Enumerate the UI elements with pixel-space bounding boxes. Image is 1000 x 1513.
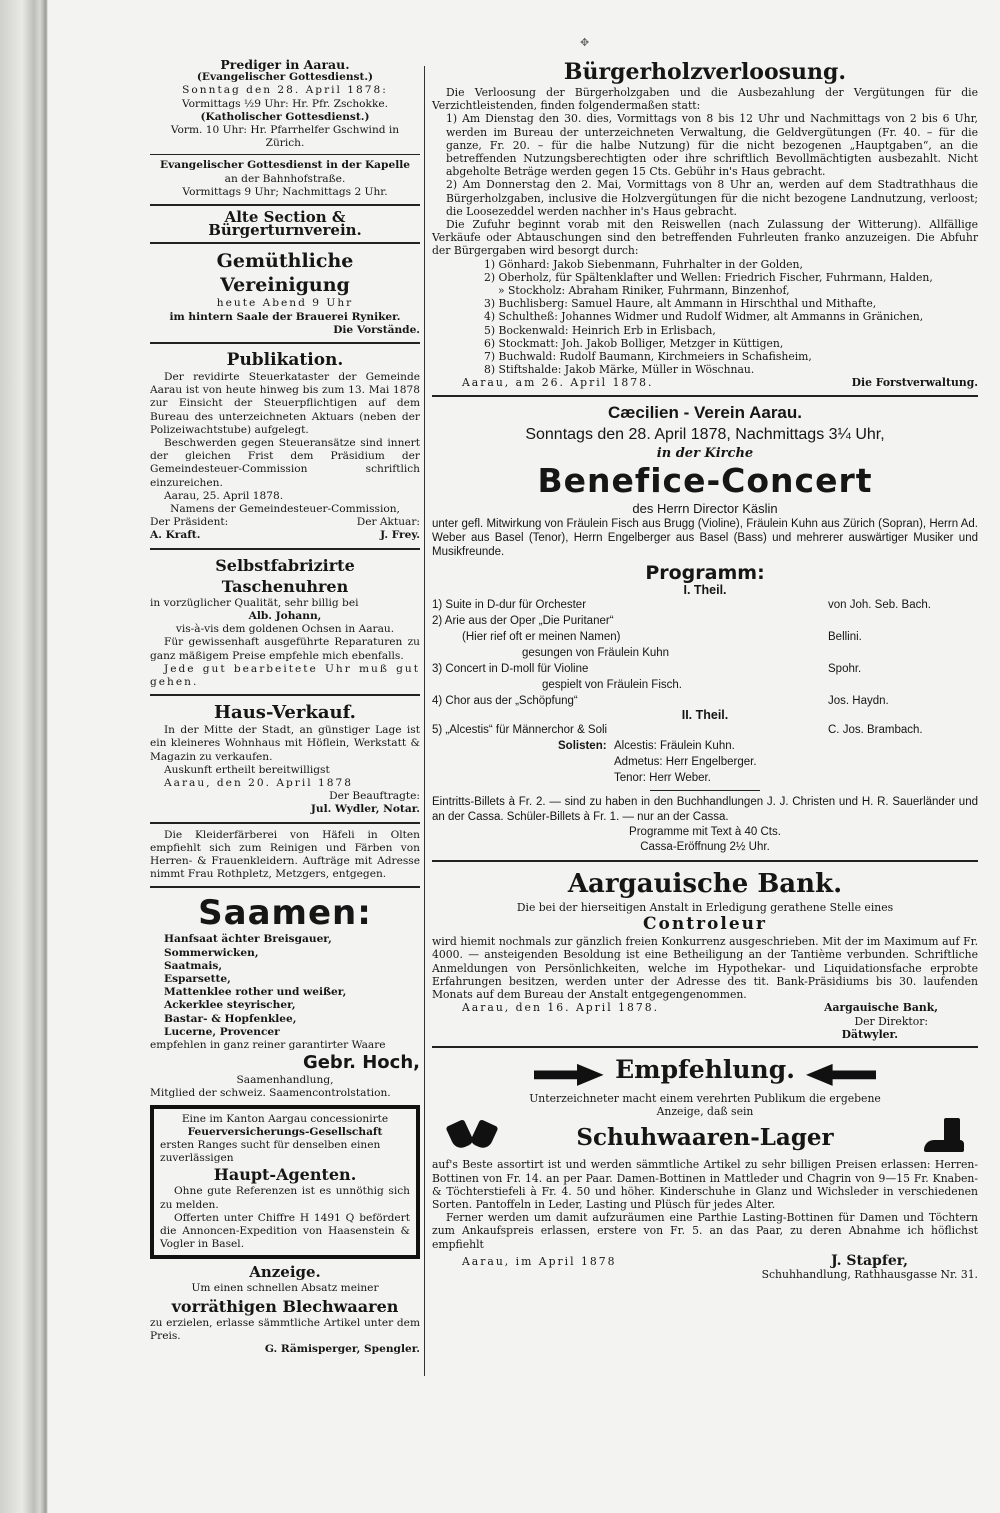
hausverkauf-beauf: Der Beauftragte:	[329, 790, 420, 803]
prediger-title: Prediger in Aarau.	[220, 57, 350, 72]
publikation-p1: Der revidirte Steuerkataster der Gemeinde Aarau ist von heute hinweg bis zum 13. Mai 1878 zur Einsicht der Steuerpflichtigen auf dem Bureau des unterzeichneten Aktuars (neben der Polizeiwachtstube) aufgelegt.	[150, 371, 420, 436]
hausverkauf-ad	[150, 701, 420, 816]
list-item: 5) Bockenwald: Heinrich Erb in Erlisbach,	[484, 323, 716, 337]
buergerholz-intro: Die Verloosung der Bürgerholzgaben und die Ausbezahlung der Vergütungen für die Verzichtleistenden, finden folgendermaßen statt:	[432, 86, 978, 113]
publikation-p2: Beschwerden gegen Steueransätze sind innert der gleichen Frist dem Präsidium der Gemeindesteuer-Commission schriftlich einzureichen.	[150, 437, 420, 489]
anzeige-big: vorräthigen Blechwaaren	[171, 1296, 399, 1316]
list-item: 7) Buchwald: Rudolf Baumann, Kirchmeiers in Schafisheim,	[484, 350, 812, 364]
saamen-item: Mattenklee rother und weißer,	[164, 986, 347, 999]
turnverein-title: Alte Section & Bürgerturnverein.	[208, 208, 362, 240]
programm-theil2	[432, 722, 978, 786]
saamen-l3: Mitglied der schweiz. Saamencontrolstation.	[150, 1087, 391, 1100]
anzeige-l2: zu erzielen, erlasse sämmtliche Artikel unter dem Preis.	[150, 1316, 420, 1342]
list-item: 8) Stiftshalde: Jakob Märke, Müller in Wöschnau.	[484, 363, 755, 377]
agenten-l1: Eine im Kanton Aargau concessionirte	[181, 1112, 389, 1125]
buergerholz-title: Bürgerholzverloosung.	[563, 59, 847, 85]
saamen-item: Saatmais,	[164, 959, 223, 972]
empfehlung-title: Empfehlung.	[615, 1054, 795, 1084]
saamen-ad	[150, 893, 420, 1100]
saamen-item: Ackerklee steyrischer,	[164, 999, 296, 1012]
solisten-label: Solisten:	[558, 740, 607, 753]
hausverkauf-p2: Auskunft ertheilt bereitwilligst	[164, 763, 330, 776]
concert-verein: Cæcilien - Verein Aarau.	[608, 402, 802, 422]
empfehlung-header	[432, 1053, 978, 1092]
program-composer: Jos. Haydn.	[828, 694, 889, 707]
empfehlung-p1: auf's Beste assortirt ist und werden sämmtliche Artikel zu sehr billigen Preisen erlassen: Herren-Bottinen von Fr. 14. an per Paar. Damen-Bottinen in Mattleder und Chagrin von 9—15 Fr. Knaben- & Töchterstiefeli à Fr. 4. 50 und höher. Kinderschuhe in Glanz und Wichsleder in verschiedenen Sorten. Pantoffeln in Leder, Lasting und Plüsch für jedes Alter.	[432, 1158, 978, 1211]
page-binding-edge	[0, 0, 48, 1513]
praesident-label: Der Präsident:	[150, 516, 229, 529]
concert-mit: unter gefl. Mitwirkung von Fräulein Fisch aus Brugg (Violine), Fräulein Kuhn aus Zürich (Sopran), Herrn Ad. Weber aus Basel (Tenor), Herrn Engelberger aus Basel (Bass) und mehrerer auswärtiger Musiker und Musikfreunde.	[432, 517, 978, 558]
anzeige-title: Anzeige.	[249, 1263, 321, 1282]
buergerholz-p3: Die Zufuhr beginnt vorab mit den Reiswellen (nach Zulassung der Witterung). Allfällige Verkäufe oder Abtauschungen sind den betreffenden Fuhrleuten franko anzuzeigen. Die Abfuhr der Bürgergaben wird besorgt durch:	[432, 218, 978, 258]
program-row	[432, 613, 978, 629]
vereinigung-line2: im hintern Saale der Brauerei Ryniker.	[169, 310, 401, 323]
concert-programm: Programm:	[645, 561, 765, 584]
left-column	[150, 58, 420, 1356]
program-composer: Spohr.	[828, 662, 862, 675]
saamen-list	[150, 933, 420, 1039]
vereinigung-notice	[150, 249, 420, 337]
faerberei-text: Die Kleiderfärberei von Häfeli in Olten empfiehlt sich zum Reinigen und Färben von Herren- & Frauenkleidern. Aufträge mit Adresse nimmt Frau Rothpletz, Metzgers, entgegen.	[150, 828, 420, 881]
bank-sign2: Der Direktor:	[854, 1014, 928, 1028]
program-row	[432, 693, 978, 709]
saamen-firm: Gebr. Hoch,	[302, 1052, 420, 1074]
saamen-item: Esparsette,	[164, 972, 231, 985]
page-mark: ✥	[580, 36, 590, 49]
publikation-namens: Namens der Gemeindesteuer-Commission,	[170, 503, 400, 516]
right-column	[432, 58, 978, 1281]
concert-when: Sonntags den 28. April 1878, Nachmittags 3¼ Uhr,	[525, 425, 885, 443]
aktuar-label: Der Aktuar:	[356, 516, 420, 529]
praesident-name: A. Kraft.	[150, 529, 201, 542]
uhren-l2: vis-à-vis dem goldenen Ochsen in Aarau.	[175, 623, 395, 636]
lager-row	[432, 1118, 978, 1158]
pointing-hand-icon	[806, 1064, 876, 1086]
list-item: 1) Gönhard: Jakob Siebenmann, Fuhrhalter in der Golden,	[484, 257, 803, 271]
program-row	[432, 722, 978, 738]
kath-head: (Katholischer Gottesdienst.)	[200, 110, 370, 123]
empfehlung-date: Aarau, im April 1878	[462, 1254, 617, 1268]
concert-des: des Herrn Director Käslin	[632, 500, 778, 516]
uhren-l4: Jede gut bearbeitete Uhr muß gut gehen.	[150, 662, 420, 688]
list-item: 3) Buchlisberg: Samuel Haure, alt Ammann in Hirschthal und Mithafte,	[484, 297, 877, 311]
program-row	[432, 629, 978, 645]
bank-sign3: Dätwyler.	[841, 1027, 898, 1041]
program-composer: von Joh. Seb. Bach.	[828, 598, 931, 611]
agenten-title: Haupt-Agenten.	[213, 1165, 357, 1185]
prediger-notice	[150, 58, 420, 199]
service-date: Sonntag den 28. April 1878:	[182, 84, 388, 97]
saamen-item: Bastar- & Hopfenklee,	[164, 1012, 297, 1025]
vereinigung-sign: Die Vorstände.	[333, 323, 420, 336]
bank-p1: wird hiemit nochmals zur gänzlich freien Konkurrenz ausgeschrieben. Mit der im Maximum auf Fr. 4000. — ansteigenden Besoldung ist eine Betheiligung an der Tantième verbunden. Schriftliche Anmeldungen von Persönlichkeiten, welche im Hypothekar- und Liquidationsfache erprobte Erfahrungen besitzen, werden unter der Adresse des tit. Bank-Präsidiums bis 30. laufenden Monats auf dem Bureau der Anstalt entgegengenommen.	[432, 935, 978, 1002]
solist: Tenor: Herr Weber.	[614, 772, 711, 785]
programm-theil1	[432, 597, 978, 709]
empfehlung-ad	[432, 1053, 978, 1281]
bank-stelle: Controleur	[643, 914, 767, 935]
buergerholz-sign: Die Forstverwaltung.	[851, 376, 978, 390]
empfehlung-lager: Schuhwaaren-Lager	[576, 1124, 834, 1152]
list-item: 4) Schultheß: Johannes Widmer und Rudolf Widmer, alt Ammanns in Gränichen,	[484, 310, 924, 324]
concert-title: Benefice-Concert	[537, 460, 873, 500]
saamen-item: Sommerwicken,	[164, 946, 259, 959]
program-composer: C. Jos. Brambach.	[828, 724, 923, 737]
ev-head: (Evangelischer Gottesdienst.)	[196, 71, 374, 84]
concert-cassa: Cassa-Eröffnung 2½ Uhr.	[640, 841, 770, 854]
program-piece: 4) Chor aus der „Schöpfung“	[432, 694, 578, 707]
hausverkauf-p1: In der Mitte der Stadt, an günstiger Lage ist ein kleineres Wohnhaus mit Höflein, Werkstatt & Magazin zu verkaufen.	[150, 724, 420, 763]
column-divider	[424, 66, 425, 1376]
solist: Admetus: Herr Engelberger.	[614, 756, 757, 769]
program-row	[432, 597, 978, 613]
solisten-block	[432, 738, 978, 786]
program-row	[432, 677, 978, 693]
buergerholz-notice	[432, 58, 978, 390]
program-composer	[828, 645, 978, 661]
buergerholz-p1: 1) Am Dienstag den 30. dies, Vormittags von 8 bis 12 Uhr und Nachmittags von 2 bis 6 Uhr, werden im Bureau der unterzeichneten Verwaltung, die Geldvergütungen (Fr. 40. – für die ganze, Fr. 20. – für die halbe Nutzung) für die nicht bezogenen „Hauptgaben“, an die betreffenden Nutzungsberechtigten oder ihre schriftlich Bevollmächtigten ausbezahlt. Nicht abgeholte Beträge werden gegen 15 Cts. Gebühr in's Haus gebracht.	[446, 112, 978, 179]
solist: Alcestis: Fräulein Kuhn.	[614, 740, 735, 753]
saamen-l2: Saamenhandlung,	[236, 1074, 334, 1087]
anzeige-ad	[150, 1263, 420, 1356]
program-composer	[828, 613, 978, 629]
uhren-title: Selbstfabrizirte Taschenuhren	[215, 555, 355, 596]
saamen-l1: empfehlen in ganz reiner garantirter Waare	[150, 1038, 386, 1051]
bank-l1: Die bei der hierseitigen Anstalt in Erledigung gerathene Stelle eines	[516, 901, 894, 915]
hausverkauf-title: Haus-Verkauf.	[214, 702, 356, 724]
vereinigung-line1: heute Abend 9 Uhr	[216, 297, 354, 310]
publikation-date: Aarau, 25. April 1878.	[164, 489, 284, 502]
bank-date: Aarau, den 16. April 1878.	[462, 1001, 660, 1015]
agenten-l5: Offerten unter Chiffre H 1491 Q befördert die Annoncen-Expedition von Haasenstein & Vogler in Basel.	[160, 1211, 410, 1251]
boot-icon	[924, 1118, 970, 1158]
theil1: I. Theil.	[683, 582, 727, 597]
anzeige-l1: Um einen schnellen Absatz meiner	[191, 1282, 379, 1295]
program-piece: 3) Concert in D-moll für Violine	[432, 662, 589, 675]
hausverkauf-date: Aarau, den 20. April 1878	[164, 776, 353, 789]
concert-billets: Eintritts-Billets à Fr. 2. — sind zu haben in den Buchhandlungen J. J. Christen und H. R. Sauerländer und an der Cassa. Schüler-Billets à Fr. 1. — nur an der Cassa.	[432, 796, 978, 824]
uhren-l1: in vorzüglicher Qualität, sehr billig bei	[150, 596, 359, 609]
program-piece: gesungen von Fräulein Kuhn	[522, 646, 670, 659]
kapelle-time: Vormittags 9 Uhr; Nachmittags 2 Uhr.	[182, 185, 388, 198]
program-piece: 1) Suite in D-dur für Orchester	[432, 598, 587, 611]
buergerholz-p2: 2) Am Donnerstag den 2. Mai, Vormittags von 8 Uhr an, werden auf dem Stadtrathhaus die Bürgerholzgaben, inclusive die Holzvergütungen für die nicht bezogene Landnutzung, verloost; die Loosezeddel werden nachher in's Haus gebracht.	[446, 178, 978, 218]
empfehlung-l1: Unterzeichneter macht einem verehrten Publikum die ergebene Anzeige, daß sein	[529, 1091, 881, 1119]
concert-ad	[432, 402, 978, 855]
faerberei-ad	[150, 829, 420, 882]
program-piece: 5) „Alcestis“ für Männerchor & Soli	[432, 724, 608, 737]
program-piece: 2) Arie aus der Oper „Die Puritaner“	[432, 614, 614, 627]
program-composer: Bellini.	[828, 630, 862, 643]
agenten-l4: Ohne gute Referenzen ist es unnöthig sich zu melden.	[160, 1185, 410, 1211]
bank-sign1: Aargauische Bank,	[824, 1001, 938, 1015]
list-item: 2) Oberholz, für Spältenklafter und Wellen: Friedrich Fischer, Fuhrmann, Halden,	[484, 270, 933, 284]
empfehlung-sign1: J. Stapfer,	[831, 1252, 908, 1269]
anzeige-sign: G. Rämisperger, Spengler.	[264, 1343, 420, 1356]
turnverein-notice	[150, 208, 420, 240]
theil2: II. Theil.	[681, 707, 729, 722]
vereinigung-title: Gemüthliche Vereinigung	[216, 250, 354, 297]
agenten-ad	[150, 1105, 420, 1260]
program-row	[432, 645, 978, 661]
agenten-l3: ersten Ranges sucht für denselben einen zuverlässigen	[160, 1138, 381, 1165]
program-composer	[828, 677, 978, 693]
bank-ad	[432, 867, 978, 1041]
hausverkauf-name: Jul. Wydler, Notar.	[310, 803, 420, 816]
kapelle-head: Evangelischer Gottesdienst in der Kapelle	[160, 159, 410, 172]
publikation-notice	[150, 349, 420, 543]
fuhrleute-list	[432, 258, 978, 377]
agenten-l2: Feuerversicherungs-Gesellschaft	[187, 1125, 383, 1138]
kapelle-loc: an der Bahnhofstraße.	[224, 172, 346, 185]
list-item: 6) Stockmatt: Joh. Jakob Bolliger, Metzger in Küttigen,	[484, 336, 784, 350]
uhren-ad	[150, 555, 420, 689]
kath-time: Vorm. 10 Uhr: Hr. Pfarrhelfer Gschwind in Zürich.	[170, 124, 400, 150]
uhren-l3: Für gewissenhaft ausgeführte Reparaturen zu ganz mäßigem Preise empfehle mich ebenfalls.	[150, 636, 420, 662]
uhren-name: Alb. Johann,	[248, 609, 322, 622]
saamen-item: Hanfsaat ächter Breisgauer,	[164, 933, 332, 946]
concert-programme: Programme mit Text à 40 Cts.	[629, 826, 781, 839]
empfehlung-p2: Ferner werden um damit aufzuräumen eine Parthie Lasting-Bottinen für Damen und Töchtern zum Ankaufspreis erlassen, erstere von Fr. 5. an das Paar, zu deren Abnahme ich höflichst empfiehlt	[432, 1211, 978, 1251]
empfehlung-sign2: Schuhhandlung, Rathhausgasse Nr. 31.	[761, 1267, 978, 1281]
program-piece: gespielt von Fräulein Fisch.	[542, 678, 682, 691]
program-piece: (Hier rief oft er meinen Namen)	[462, 630, 621, 643]
boots-icon	[450, 1122, 498, 1152]
saamen-title: Saamen:	[198, 893, 372, 934]
ev-time: Vormittags ½9 Uhr: Hr. Pfr. Zschokke.	[181, 97, 389, 110]
aktuar-name: J. Frey.	[380, 529, 420, 542]
program-row	[432, 661, 978, 677]
concert-where: in der Kirche	[656, 445, 754, 461]
buergerholz-date: Aarau, am 26. April 1878.	[462, 376, 654, 390]
pointing-hand-icon	[534, 1064, 604, 1086]
list-item: » Stockholz: Abraham Riniker, Fuhrmann, Binzenhof,	[498, 284, 790, 298]
publikation-title: Publikation.	[226, 350, 344, 371]
bank-title: Aargauische Bank.	[567, 869, 843, 900]
saamen-item: Lucerne, Provencer	[164, 1025, 280, 1038]
